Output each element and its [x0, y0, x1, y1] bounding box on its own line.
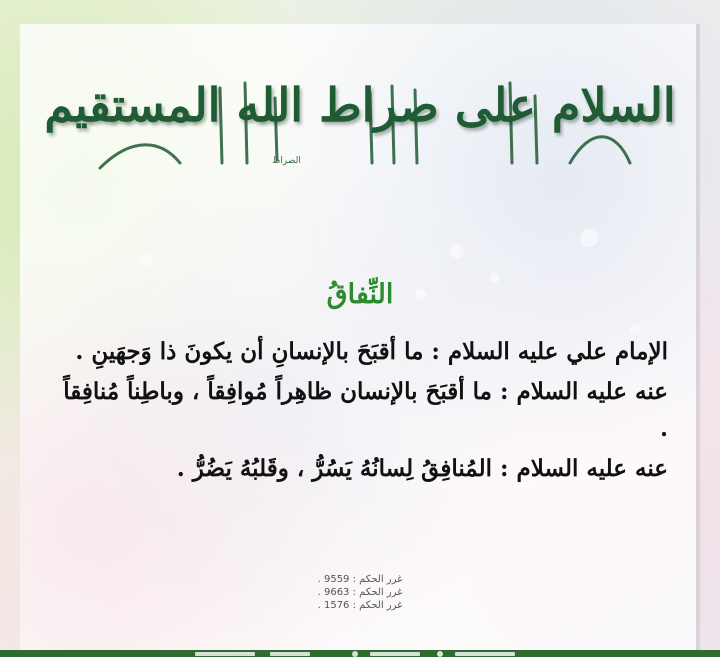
quote-paragraph: الإمام علي عليه السلام : ما أقبَحَ بالإنسانِ أن يكونَ ذا وَجهَينِ .	[75, 338, 668, 365]
quote-paragraph: عنه عليه السلام : ما أقبَحَ بالإنسان ظاهِراً مُوافِقاً ، وباطِناً مُنافِقاً .	[63, 378, 668, 442]
title-calligraphy	[0, 68, 720, 218]
references	[0, 573, 720, 612]
reference-line: غرر الحكم : 9559 .	[317, 574, 403, 585]
bokeh-dot	[140, 254, 152, 266]
bokeh-dot	[450, 244, 464, 258]
section-heading: النِّفاقُ	[326, 279, 394, 310]
title-text: السلام على صراط الله المستقيم	[44, 78, 676, 132]
quotes-block	[54, 333, 668, 490]
quote-paragraph: عنه عليه السلام : المُنافِقُ لِسانُهُ يَسُرُّ ، وقَلبُهُ يَضُرُّ .	[176, 455, 668, 482]
reference-line: غرر الحكم : 9663 .	[317, 587, 403, 598]
footer-social-icons	[195, 651, 525, 657]
reference-line: غرر الحكم : 1576 .	[317, 600, 403, 611]
calligrapher-signature: الصراط	[272, 156, 301, 166]
bokeh-dot	[580, 229, 598, 247]
